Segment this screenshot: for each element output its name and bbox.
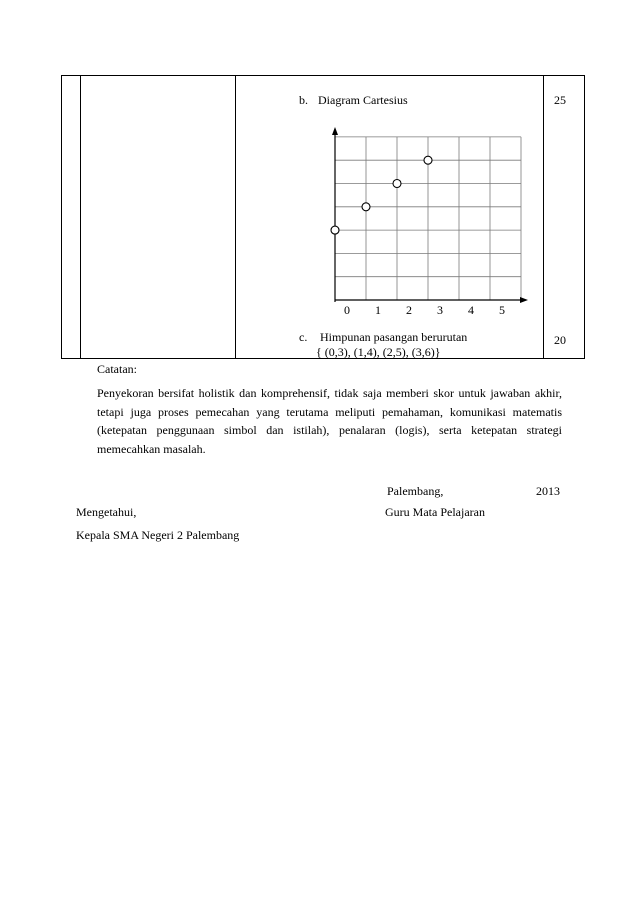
signature-left-label: Mengetahui, <box>76 505 137 519</box>
y-axis-arrow <box>332 127 338 135</box>
item-c-title: Himpunan pasangan berurutan <box>320 330 468 344</box>
score-c: 20 <box>554 333 566 347</box>
data-point <box>331 226 339 234</box>
notes-title: Catatan: <box>97 362 137 376</box>
table-col-border-2 <box>80 75 81 359</box>
data-point <box>424 156 432 164</box>
score-b: 25 <box>554 93 566 107</box>
cartesian-diagram <box>320 124 535 324</box>
signature-left-title: Kepala SMA Negeri 2 Palembang <box>76 528 240 542</box>
x-axis-arrow <box>520 297 528 303</box>
signature-place: Palembang, <box>387 484 444 498</box>
x-tick-labels <box>344 303 505 317</box>
signature-right-title: Guru Mata Pelajaran <box>385 505 485 519</box>
x-tick-label: 3 <box>437 303 443 317</box>
table-col-border-1 <box>61 75 62 359</box>
data-point <box>393 180 401 188</box>
x-tick-label: 1 <box>375 303 381 317</box>
x-tick-label: 2 <box>406 303 412 317</box>
x-tick-label: 5 <box>499 303 505 317</box>
table-col-border-4 <box>543 75 544 359</box>
item-b-label: b. <box>299 93 308 107</box>
item-b-title: Diagram Cartesius <box>318 93 408 107</box>
item-c-label: c. <box>299 330 308 344</box>
x-tick-label: 0 <box>344 303 350 317</box>
table-top-border <box>61 75 585 76</box>
item-c-ordered-pairs: { (0,3), (1,4), (2,5), (3,6)} <box>316 345 441 359</box>
signature-year: 2013 <box>536 484 560 498</box>
x-tick-label: 4 <box>468 303 474 317</box>
notes-body: Penyekoran bersifat holistik dan komprehensif, tidak saja memberi skor untuk jawaban akhir, tetapi juga proses pemecahan yang terutama meliputi pemahaman, komunikasi matematis (ketepatan penggunaan simbol dan istilah), penalaran (logis), serta ketepatan strategi memecahkan masalah. <box>97 386 562 456</box>
data-point <box>362 203 370 211</box>
data-points <box>331 156 432 234</box>
table-col-border-3 <box>235 75 236 359</box>
table-col-border-5 <box>584 75 585 359</box>
